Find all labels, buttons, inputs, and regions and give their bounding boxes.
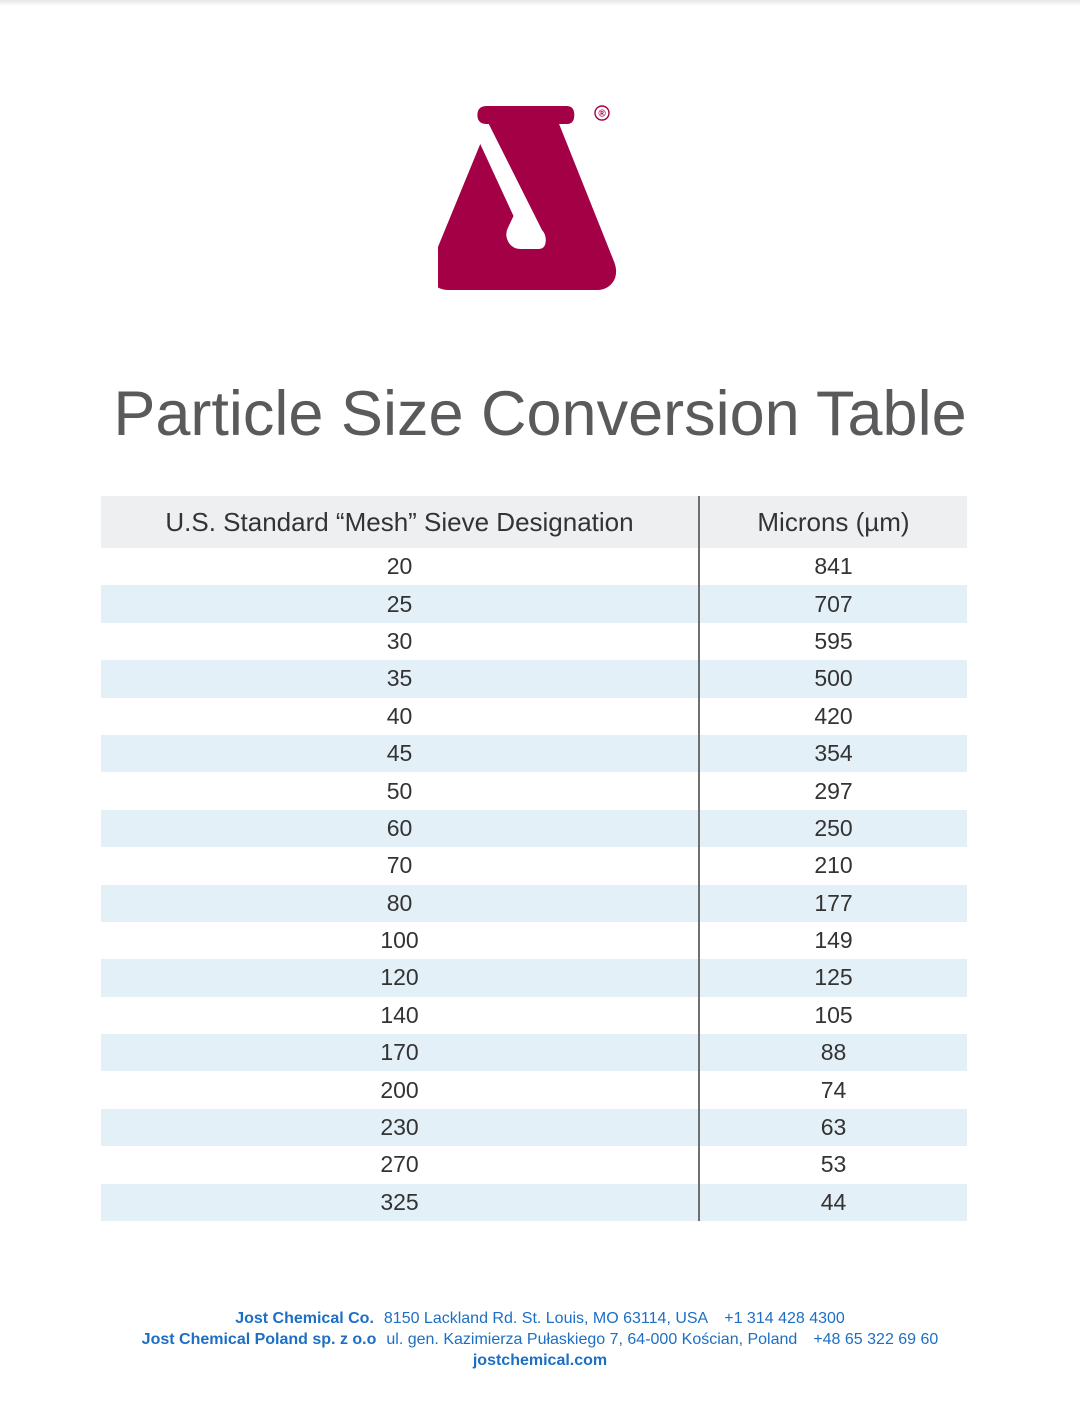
table-row [101,997,967,1034]
microns-cell: 354 [699,735,967,772]
microns-cell: 297 [814,777,853,804]
footer-us-company: Jost Chemical Co. [235,1310,374,1327]
mesh-cell: 30 [101,623,699,660]
microns-cell: 53 [820,1151,847,1178]
mesh-cell: 230 [101,1109,699,1146]
table-row [101,885,967,922]
registered-mark-text: ® [598,108,606,120]
microns-cell: 74 [820,1076,847,1103]
footer-line-website [0,1350,1080,1371]
microns-cell: 420 [814,702,853,729]
mesh-cell: 140 [101,997,699,1034]
microns-cell: 500 [699,660,967,697]
mesh-cell: 50 [101,772,699,809]
microns-cell: 63 [699,1109,967,1146]
mesh-cell: 80 [101,885,699,922]
microns-cell: 44 [699,1184,967,1221]
table-row [101,623,967,660]
table-row [101,1109,967,1146]
table-row [101,1034,967,1071]
mesh-cell: 270 [101,1146,699,1183]
page-title: Particle Size Conversion Table [113,379,967,449]
microns-cell: 177 [699,885,967,922]
footer-poland-company: Jost Chemical Poland sp. z o.o [141,1331,377,1348]
table-row [101,698,967,735]
footer-us-address: 8150 Lackland Rd. St. Louis, MO 63114, USA [383,1310,709,1327]
table-row [101,1071,967,1108]
microns-cell: 105 [814,1001,853,1028]
mesh-cell: 35 [101,660,699,697]
table-row [101,772,967,809]
footer-poland-address: ul. gen. Kazimierza Pułaskiego 7, 64-000 Kościan, Poland [386,1331,798,1348]
footer-us-phone: +1 314 428 4300 [724,1310,845,1327]
mesh-cell: 40 [101,698,699,735]
header-mesh: U.S. Standard “Mesh” Sieve Designation [101,496,699,548]
microns-cell: 88 [699,1034,967,1071]
table-header-row [101,496,967,548]
table-row [101,735,967,772]
microns-cell: 707 [699,585,967,622]
footer-website-link[interactable]: jostchemical.com [472,1352,608,1369]
microns-cell: 250 [699,810,967,847]
microns-cell: 125 [699,959,967,996]
table-row [101,1146,967,1183]
footer-contact [0,1308,1080,1371]
flask-logo-icon [438,104,618,292]
microns-cell: 841 [814,553,853,580]
flask-logo-shape [438,106,616,290]
microns-cell: 595 [814,627,853,654]
mesh-cell: 20 [101,548,699,585]
mesh-cell: 200 [101,1071,699,1108]
table-row [101,1184,967,1221]
mesh-cell: 170 [101,1034,699,1071]
footer-line-us [0,1308,1080,1329]
mesh-cell: 60 [101,810,699,847]
table-row [101,585,967,622]
page-top-edge [0,0,1080,6]
footer-line-poland [0,1329,1080,1350]
table-row [101,810,967,847]
mesh-cell: 70 [101,847,699,884]
header-microns: Microns (µm) [699,496,967,548]
footer-poland-phone: +48 65 322 69 60 [813,1331,939,1348]
mesh-cell: 120 [101,959,699,996]
conversion-table [101,496,967,1221]
microns-cell: 210 [814,852,853,879]
table-row [101,847,967,884]
mesh-cell: 325 [101,1184,699,1221]
registered-trademark-icon [593,104,611,122]
mesh-cell: 25 [101,585,699,622]
mesh-cell: 100 [101,922,699,959]
microns-cell: 149 [814,927,853,954]
table-row [101,660,967,697]
table-row [101,548,967,585]
table-row [101,922,967,959]
mesh-cell: 45 [101,735,699,772]
table-row [101,959,967,996]
